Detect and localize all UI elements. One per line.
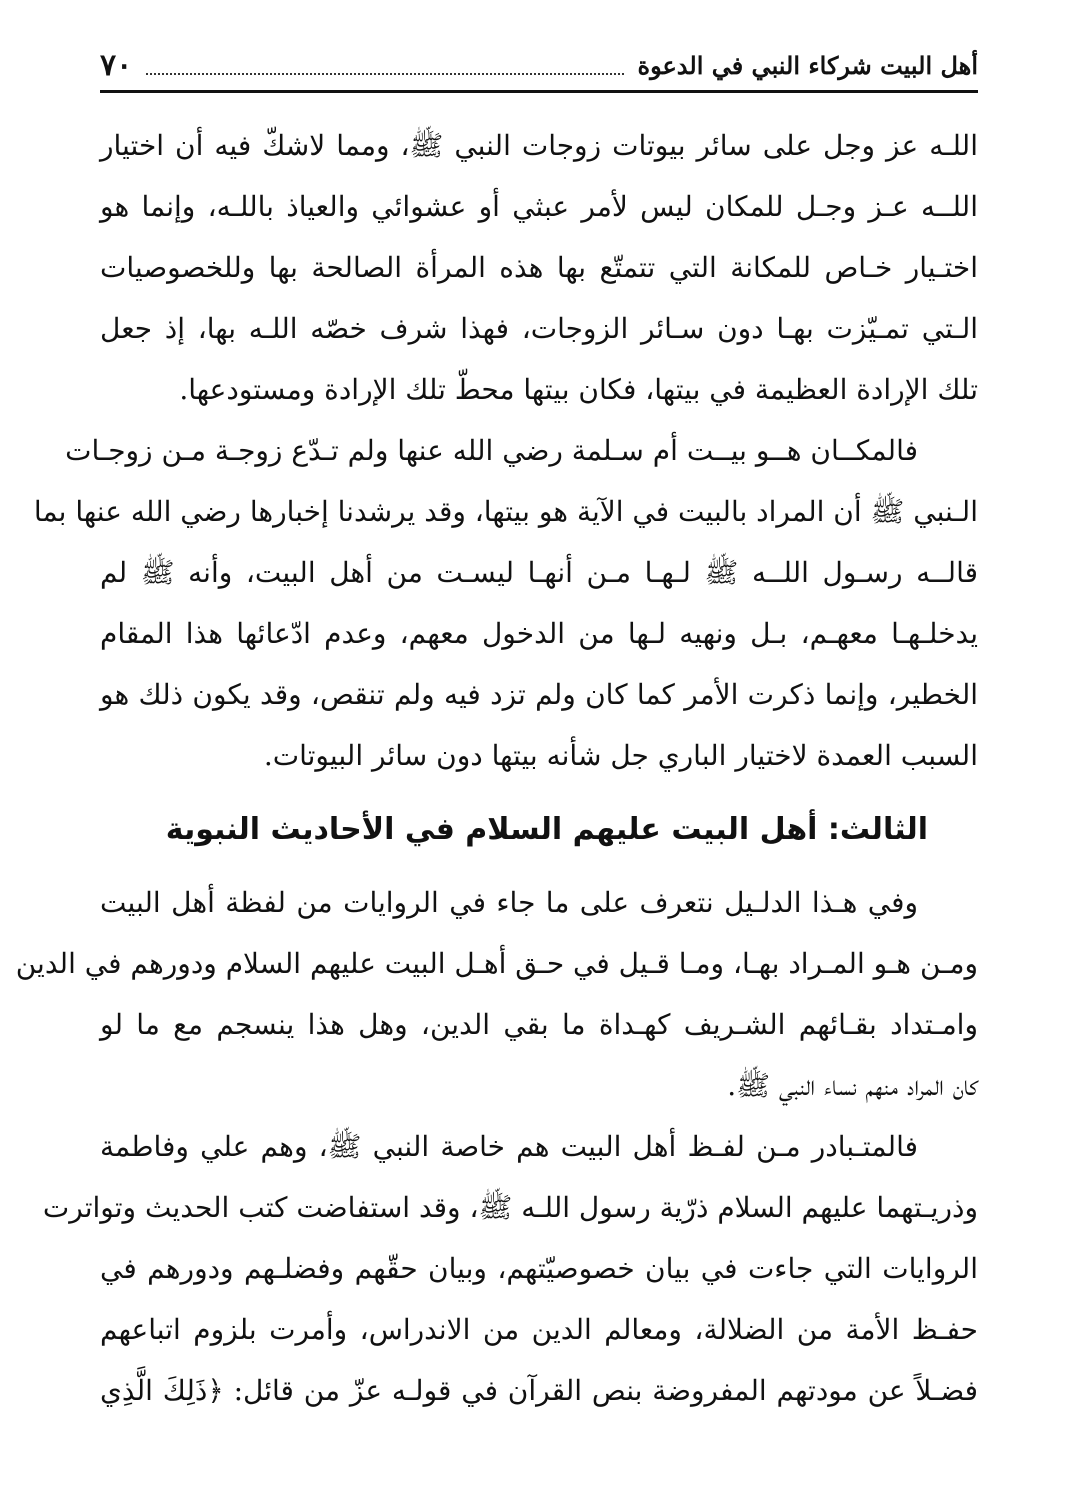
text-line: الـنبي ﷺ أن المراد بالبيت في الآية هو بيتها، وقد يرشدنا إخبارها رضي الله عنها بما — [33, 495, 978, 528]
text-line: تلك الإرادة العظيمة في بيتها، فكان بيتها محطّ تلك الإرادة ومستودعها. — [179, 373, 978, 406]
text-line: الـتي تمـيّزت بهـا دون سـائر الزوجات، فهذا شرف خصّه اللـه بها، إذ جعل — [100, 312, 978, 345]
text-line: ومـن هـو المـراد بهـا، ومـا قـيل في حـق أهـل البيت عليهم السلام ودورهم في الدين — [15, 947, 978, 980]
text-line: فضـلاً عن مودتهم المفروضة بنص القرآن في قولـه عزّ من قائل: ﴿ذَلِكَ الَّذِي — [100, 1374, 978, 1407]
text-line: الخطير، وإنما ذكرت الأمر كما كان ولم تزد فيه ولم تنقص، وقد يكون ذلك هو — [100, 678, 979, 711]
text-line: حفـظ الأمة من الضلالة، ومعالم الدين من الاندراس، وأمرت بلزوم اتباعهم — [100, 1313, 978, 1346]
section-heading — [100, 800, 978, 860]
section-heading-label: الثالث: — [827, 812, 928, 847]
text-line: وفي هـذا الدلـيل نتعرف على ما جاء في الروايات من لفظة أهل البيت — [100, 886, 918, 919]
text-line: فالمكــان هــو بيــت أم سـلمة رضي الله عنها ولم تـدّع زوجـة مـن زوجـات — [65, 434, 918, 467]
header-dotted-leader — [146, 73, 623, 75]
text-line: يدخلـهـا معهـم، بـل ونهيه لـها من الدخول معهم، وعدم ادّعائها هذا المقام — [100, 617, 978, 650]
page-number: ٧٠ — [100, 47, 133, 83]
page-body — [15, 115, 979, 1421]
paragraph-2 — [33, 420, 979, 786]
text-line: اللـه عز وجل على سائر بيوتات زوجات النبي ﷺ، ومما لاشكّ فيه أن اختيار — [100, 129, 978, 162]
text-line: اختـيار خـاص للمكانة التي تتمتّع بها هذه المرأة الصالحة بها وللخصوصيات — [100, 251, 978, 284]
paragraph-4 — [42, 1116, 978, 1421]
text-line: وذريـتهما عليهم السلام ذرّية رسول اللـه ﷺ، وقد استفاضت كتب الحديث وتواترت — [42, 1191, 978, 1224]
running-title: أهل البيت شركاء النبي في الدعوة — [637, 50, 978, 80]
text-line: اللــه عـز وجـل للمكان ليس لأمر عبثي أو عشوائي والعياذ باللـه، وإنما هو — [100, 190, 978, 223]
text-line: السبب العمدة لاختيار الباري جل شأنه بيتها دون سائر البيوتات. — [263, 739, 978, 772]
text-line: الروايات التي جاءت في بيان خصوصيّتهم، وبيان حقّهم وفضلـهم ودورهم في — [100, 1252, 978, 1285]
paragraph-1 — [100, 115, 978, 420]
text-line: كان المراد منهم نساء النبي ﷺ. — [727, 1069, 978, 1102]
text-line: وامـتداد بقـائهم الشـريف كهـداة ما بقي الدين، وهل هذا ينسجم مع ما لو — [100, 1008, 978, 1041]
paragraph-3 — [15, 872, 978, 1116]
text-line: قالــه رسـول اللــه ﷺ لـهـا مـن أنهـا ليسـت من أهل البيت، وأنه ﷺ لم — [100, 556, 978, 589]
text-line: فالمتـبادر مـن لفـظ أهل البيت هم خاصة النبي ﷺ، وهم علي وفاطمة — [100, 1130, 918, 1163]
page-header — [100, 40, 978, 93]
section-heading-text: أهل البيت عليهم السلام في الأحاديث النبوية — [165, 812, 818, 847]
